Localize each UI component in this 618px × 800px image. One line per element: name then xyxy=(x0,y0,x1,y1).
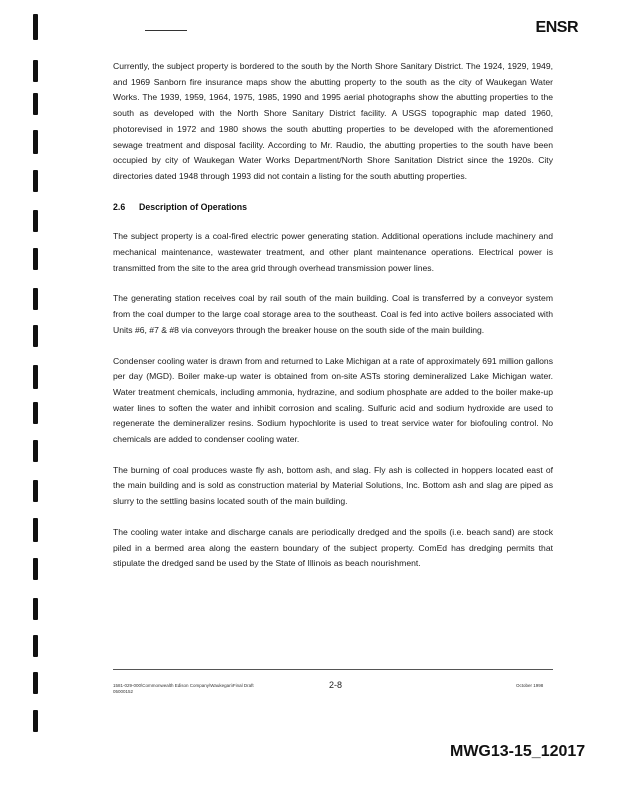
binding-mark xyxy=(33,210,38,232)
binding-mark xyxy=(33,60,38,82)
binding-mark xyxy=(33,518,38,542)
binding-mark xyxy=(33,130,38,154)
document-id: MWG13-15_12017 xyxy=(450,743,586,760)
binding-mark xyxy=(33,480,38,502)
footer-path-line: 1581-029-000\Commonwealth Edison Company\Waukegan\Final Draft xyxy=(113,683,254,688)
section-number: 2.6 xyxy=(113,201,126,212)
section-title: Description of Operations xyxy=(139,201,248,212)
section-heading xyxy=(113,200,553,216)
binding-mark xyxy=(33,710,38,732)
footer-file-path xyxy=(113,683,313,695)
paragraph: The cooling water intake and discharge canals are periodically dredged and the spoils (i.e. beach sand) are stock piled in a bermed area along the eastern boundary of the subject property. ComEd has dredging permits that stipulate the dredged sand be used by the State of Illinois as beach nourishment. xyxy=(113,526,553,569)
paragraph: The burning of coal produces waste fly ash, bottom ash, and slag. Fly ash is collected in hoppers located east of the main building and is sold as construction material by Material Solutions, Inc. Bottom ash and slag are piped as slurry to the settling basins located south of the main building. xyxy=(113,464,553,507)
page-number: 2-8 xyxy=(329,680,343,690)
paragraph: The subject property is a coal-fired electric power generating station. Additional operations include machinery and mechanical maintenance, wastewater treatment, and other plant maintenance operations. Electrical power is transmitted from the site to the area grid through overhead transmission power lines. xyxy=(113,231,553,273)
binding-mark xyxy=(33,558,38,580)
paragraph: The generating station receives coal by rail south of the main building. Coal is transferred by a conveyor system from the coal dumper to the large coal storage area to the southeast. Coal is fed into active boilers associated with Units #6, #7 & #8 via conveyors through the breaker house on the south side of the main building. xyxy=(113,293,553,335)
footer-rule xyxy=(113,669,553,670)
binding-mark xyxy=(33,248,38,270)
binding-mark xyxy=(33,170,38,192)
header-rule xyxy=(145,30,187,31)
binding-mark xyxy=(33,93,38,115)
binding-marks xyxy=(0,0,40,800)
binding-mark xyxy=(33,402,38,424)
paragraph: Condenser cooling water is drawn from and returned to Lake Michigan at a rate of approximately 691 million gallons per day (MGD). Boiler make-up water is obtained from on-site ASTs storing demineralized Lake Michigan water. Water treatment chemicals, including ammonia, hydrazine, and sodium phosphate are added to the boiler make-up water lines to soften the water and inhibit corrosion and scaling. Sulfuric acid and sodium hydroxide are used to regenerate the demineralizer resins. Sodium hypochlorite is used to treat service water for biofouling control. No chemicals are added to condenser cooling water. xyxy=(113,355,553,445)
binding-mark xyxy=(33,14,38,40)
page-body xyxy=(113,59,553,587)
binding-mark xyxy=(33,672,38,694)
footer-path-line: 05000152 xyxy=(113,689,134,694)
paragraph: Currently, the subject property is bordered to the south by the North Shore Sanitary District. The 1924, 1929, 1949, and 1969 Sanborn fire insurance maps show the abutting property to the south as the city of Waukegan Water Works. The 1939, 1959, 1964, 1975, 1985, 1990 and 1995 aerial photographs show the abutting properties to the south as developed with the North Shore Sanitary District facility. A USGS topographic map dated 1960, photorevised in 1972 and 1980 shows the south abutting properties to be developed with the aforementioned sewage treatment and disposal facility. According to Mr. Raudio, the abutting properties to the south have been occupied by city of Waukegan Water Works Department/North Shore Sanitation District since the 1920s. City directories dated 1948 through 1993 did not contain a listing for the south abutting properties. xyxy=(113,61,553,181)
binding-mark xyxy=(33,598,38,620)
binding-mark xyxy=(33,325,38,347)
binding-mark xyxy=(33,288,38,310)
company-logo: ENSR xyxy=(535,19,578,36)
binding-mark xyxy=(33,635,38,657)
binding-mark xyxy=(33,440,38,462)
footer-date: October 1998 xyxy=(516,683,544,688)
binding-mark xyxy=(33,365,38,389)
